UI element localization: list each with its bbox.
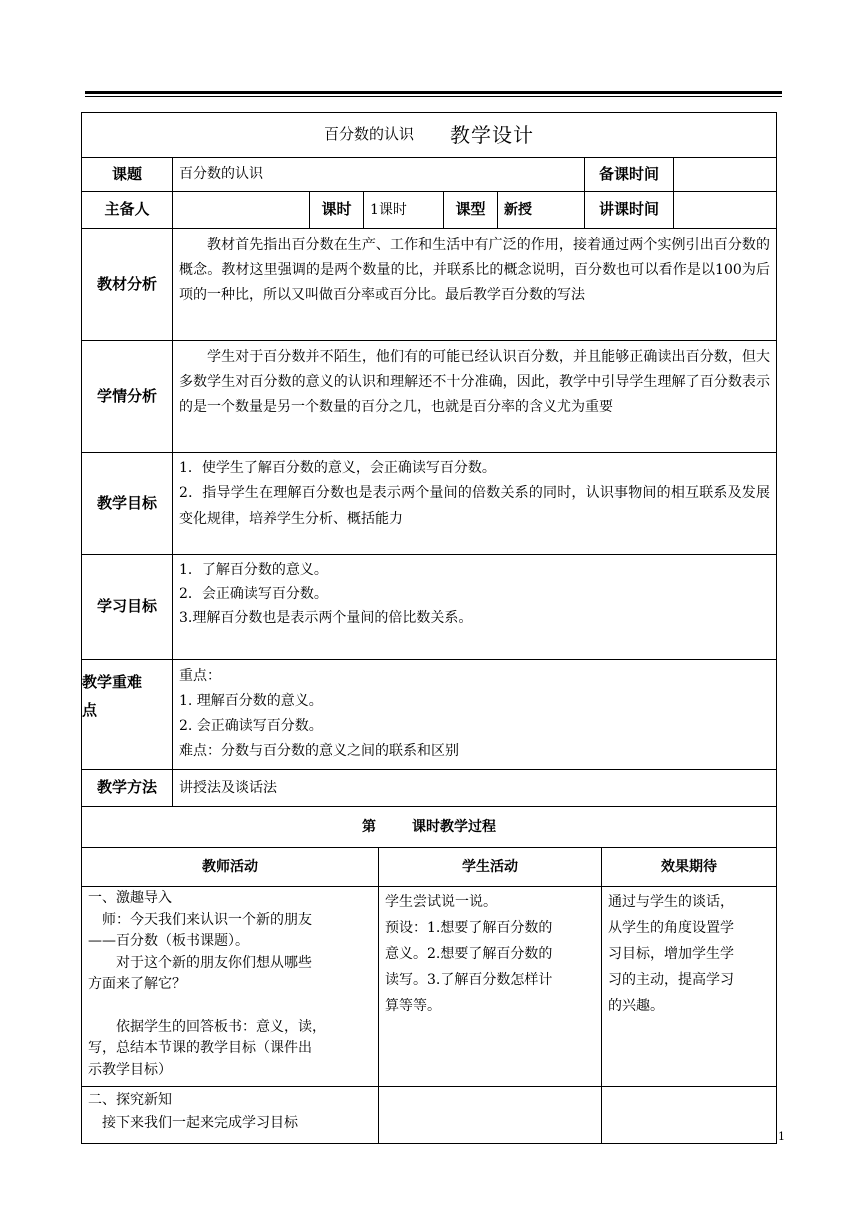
teaching-goal-item: 1．使学生了解百分数的意义，会正确读写百分数。 <box>179 460 496 476</box>
lead-label: 主备人 <box>81 191 173 229</box>
process-title <box>81 806 777 848</box>
row1-teacher-activity <box>81 886 379 1087</box>
student-line: 意义。2.想要了解百分数的 <box>385 946 553 962</box>
keypoints-text <box>172 659 777 770</box>
student-analysis-label: 学情分析 <box>81 340 173 453</box>
method-value: 讲授法及谈话法 <box>172 769 777 807</box>
period-value: 1课时 <box>363 191 444 229</box>
col-teacher-header: 教师活动 <box>81 847 379 887</box>
teacher-line: 依据学生的回答板书：意义，读， <box>88 1018 326 1035</box>
title-left: 百分数的认识 <box>323 125 414 144</box>
teacher-line: 二、探究新知 <box>88 1092 172 1108</box>
learning-goal-item: 3.理解百分数也是表示两个量间的倍比数关系。 <box>179 610 473 626</box>
row1-student-activity <box>378 886 602 1087</box>
prep-time-label: 备课时间 <box>584 157 674 192</box>
effect-line: 从学生的角度设置学 <box>608 920 734 936</box>
teaching-goal-item: 2．指导学生在理解百分数也是表示两个量间的倍数关系的同时，认识事物间的相互联系及发展变化规律，培养学生分析、概括能力 <box>179 485 770 527</box>
col-student-header: 学生活动 <box>378 847 602 887</box>
topic-value: 百分数的认识 <box>172 157 585 192</box>
effect-line: 的兴趣。 <box>608 998 664 1014</box>
teacher-line: 示教学目标） <box>88 1061 172 1078</box>
effect-line: 通过与学生的谈话， <box>608 894 734 910</box>
teacher-line: 一、激趣导入 <box>88 890 172 906</box>
lecture-time-label: 讲课时间 <box>584 191 674 229</box>
effect-line: 习目标，增加学生学 <box>608 946 734 962</box>
material-analysis-text: 教材首先指出百分数在生产、工作和生活中有广泛的作用，接着通过两个实例引出百分数的概念。教材这里强调的是两个数量的比，并联系比的概念说明，百分数也可以看作是以100为后项的一种比，所以又叫做百分率或百分比。最后教学百分数的写法 <box>172 228 777 341</box>
row2-student-activity <box>378 1086 602 1144</box>
keypoint-line: 1. 理解百分数的意义。 <box>179 693 323 709</box>
header-rule-thick <box>85 91 782 94</box>
student-line: 预设：1.想要了解百分数的 <box>385 920 553 936</box>
row1-effect <box>601 886 777 1087</box>
student-analysis-text: 学生对于百分数并不陌生，他们有的可能已经认识百分数，并且能够正确读出百分数，但大多数学生对百分数的意义的认识和理解还不十分准确，因此，教学中引导学生理解了百分数表示的是一个数量是另一个数量的百分之几，也就是百分率的含义尤为重要 <box>172 340 777 453</box>
keypoint-line: 难点：分数与百分数的意义之间的联系和区别 <box>179 743 459 759</box>
teacher-line: ——百分数（板书课题）。 <box>88 933 249 949</box>
row2-teacher-activity <box>81 1086 379 1144</box>
teacher-line: 方面来了解它？ <box>88 976 186 992</box>
learning-goals-text <box>172 554 777 660</box>
row2-effect <box>601 1086 777 1144</box>
lecture-time-value <box>673 191 777 229</box>
learning-goals-label: 学习目标 <box>81 554 173 660</box>
teacher-line: 写，总结本节课的教学目标（课件出 <box>88 1040 312 1056</box>
teaching-goals-text <box>172 452 777 555</box>
type-label: 课型 <box>443 191 498 229</box>
type-value: 新授 <box>497 191 585 229</box>
learning-goal-item: 2．会正确读写百分数。 <box>179 586 328 602</box>
keypoint-line: 重点： <box>179 668 221 684</box>
prep-time-value <box>673 157 777 192</box>
topic-label: 课题 <box>81 157 173 192</box>
period-label: 课时 <box>309 191 364 229</box>
process-title-prefix: 第 <box>362 818 376 835</box>
teacher-line: 接下来我们一起来完成学习目标 <box>88 1115 298 1131</box>
student-line: 算等等。 <box>385 998 441 1014</box>
student-line: 读写。3.了解百分数怎样计 <box>385 972 553 988</box>
teacher-line: 师：今天我们来认识一个新的朋友 <box>88 911 312 928</box>
keypoints-label-line2: 点 <box>82 701 98 719</box>
document-title <box>81 112 777 158</box>
keypoints-label-line1: 教学重难 <box>82 673 143 691</box>
process-title-suffix: 课时教学过程 <box>412 818 496 835</box>
page-number: 1 <box>778 1130 785 1143</box>
learning-goal-item: 1．了解百分数的意义。 <box>179 562 328 578</box>
method-label: 教学方法 <box>81 769 173 807</box>
keypoints-label <box>81 659 173 770</box>
col-effect-header: 效果期待 <box>601 847 777 887</box>
teacher-line-blank <box>88 996 372 1017</box>
header-rule-thin <box>85 96 782 97</box>
material-analysis-label: 教材分析 <box>81 228 173 341</box>
title-right: 教学设计 <box>450 123 534 147</box>
teaching-goals-label: 教学目标 <box>81 452 173 555</box>
keypoint-line: 2. 会正确读写百分数。 <box>179 718 323 734</box>
lead-value <box>172 191 310 229</box>
student-line: 学生尝试说一说。 <box>385 894 497 910</box>
teacher-line: 对于这个新的朋友你们想从哪些 <box>88 954 312 971</box>
effect-line: 习的主动，提高学习 <box>608 972 734 988</box>
